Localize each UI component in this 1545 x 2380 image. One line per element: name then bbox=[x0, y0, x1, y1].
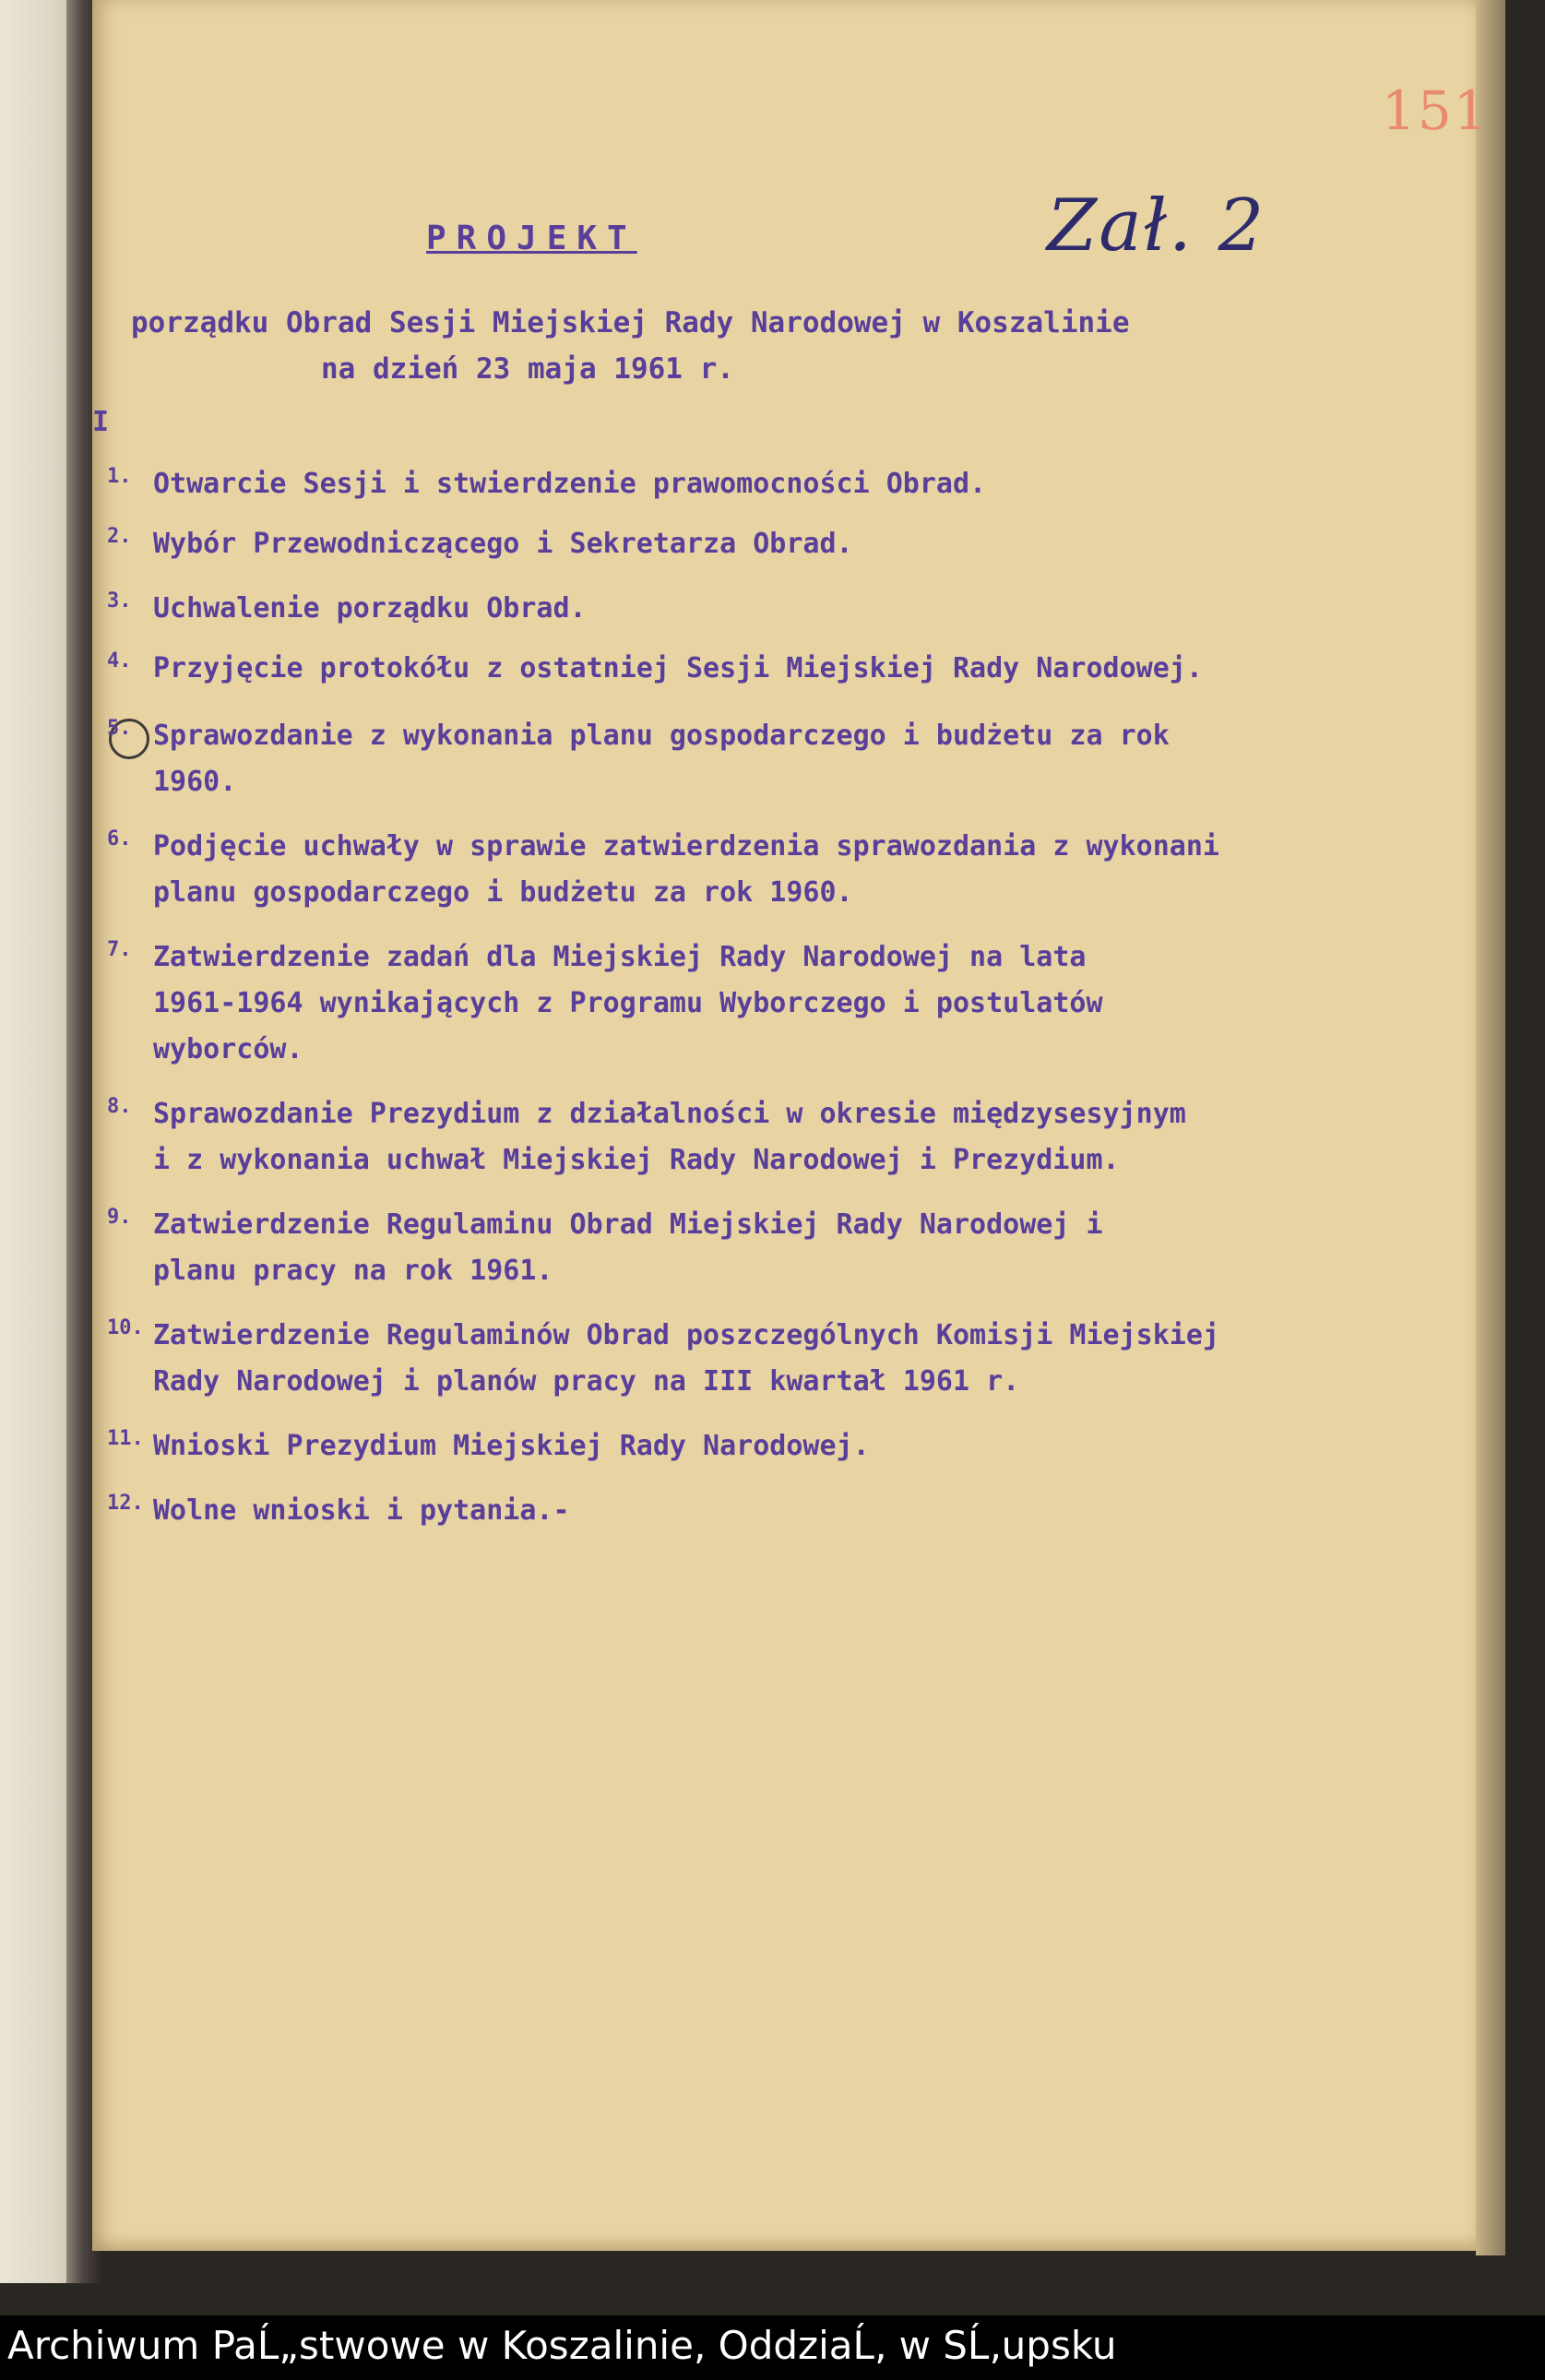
agenda-item-text: wyborców. bbox=[153, 1033, 303, 1065]
agenda-item bbox=[107, 713, 1398, 805]
agenda-item bbox=[107, 586, 1398, 632]
document-title: PROJEKT bbox=[426, 220, 637, 257]
agenda-item-text: Wnioski Prezydium Miejskiej Rady Narodowej. bbox=[153, 1430, 870, 1462]
agenda-item-text: Podjęcie uchwały w sprawie zatwierdzenia sprawozdania z wykonani bbox=[153, 830, 1219, 863]
agenda-item-text: Sprawozdanie Prezydium z działalności w okresie międzysesyjnym bbox=[153, 1098, 1186, 1130]
archive-footer-text: Archiwum PaĹ„stwowe w Koszalinie, OddziaĹ‚ w SĹ‚upsku bbox=[7, 2323, 1117, 2368]
agenda-item-text: i z wykonania uchwał Miejskiej Rady Narodowej i Prezydium. bbox=[153, 1144, 1120, 1176]
agenda-item-number: 12. bbox=[107, 1492, 144, 1515]
agenda-item-number: 6. bbox=[107, 827, 132, 851]
agenda-item-text: Sprawozdanie z wykonania planu gospodarczego i budżetu za rok bbox=[153, 720, 1170, 752]
agenda-item bbox=[107, 1091, 1398, 1184]
agenda-item-text: 1961-1964 wynikających z Programu Wyborczego i postulatów bbox=[153, 987, 1103, 1019]
agenda-item bbox=[107, 934, 1398, 1073]
agenda-item-text: Zatwierdzenie Regulaminów Obrad poszczególnych Komisji Miejskiej bbox=[153, 1319, 1219, 1351]
agenda-item bbox=[107, 1488, 1398, 1534]
agenda-item-text: Otwarcie Sesji i stwierdzenie prawomocności Obrad. bbox=[153, 468, 987, 500]
agenda-item-text: Rady Narodowej i planów pracy na III kwartał 1961 r. bbox=[153, 1365, 1020, 1398]
agenda-item-number: 9. bbox=[107, 1206, 132, 1229]
agenda-item-number: 8. bbox=[107, 1095, 132, 1118]
agenda-item-number: 1. bbox=[107, 465, 132, 488]
archive-footer-bar bbox=[0, 2315, 1545, 2380]
agenda-item-number: 5. bbox=[107, 717, 132, 740]
agenda-item-number: 11. bbox=[107, 1427, 144, 1450]
agenda-item-number: 3. bbox=[107, 589, 132, 613]
agenda-item bbox=[107, 461, 1398, 507]
agenda-item-text: Zatwierdzenie Regulaminu Obrad Miejskiej Rady Narodowej i bbox=[153, 1208, 1103, 1241]
agenda-item bbox=[107, 1313, 1398, 1405]
agenda-item bbox=[107, 824, 1398, 916]
agenda-item bbox=[107, 646, 1398, 692]
agenda-item-text: planu pracy na rok 1961. bbox=[153, 1255, 553, 1287]
page-edge-shadow bbox=[1476, 0, 1505, 2255]
agenda-item-text: Wybór Przewodniczącego i Sekretarza Obrad. bbox=[153, 528, 853, 560]
document-subtitle-line-2: na dzień 23 maja 1961 r. bbox=[321, 352, 734, 386]
agenda-item-number: 2. bbox=[107, 525, 132, 548]
agenda-item bbox=[107, 1202, 1398, 1294]
agenda-item-text: Uchwalenie porządku Obrad. bbox=[153, 592, 587, 625]
agenda-item-number: 4. bbox=[107, 649, 132, 672]
document-subtitle-line-1: porządku Obrad Sesji Miejskiej Rady Narodowej w Koszalinie bbox=[131, 306, 1130, 339]
agenda-item-text: Przyjęcie protokółu z ostatniej Sesji Miejskiej Rady Narodowej. bbox=[153, 652, 1203, 684]
folio-number: 151 bbox=[1382, 79, 1490, 142]
agenda-item-text: 1960. bbox=[153, 766, 237, 798]
agenda-item-text: Zatwierdzenie zadań dla Miejskiej Rady Narodowej na lata bbox=[153, 941, 1087, 973]
agenda-item-text: planu gospodarczego i budżetu za rok 1960. bbox=[153, 876, 853, 909]
agenda-item-number: 10. bbox=[107, 1316, 144, 1339]
agenda-item-text: Wolne wnioski i pytania.- bbox=[153, 1494, 570, 1527]
agenda-item bbox=[107, 1423, 1398, 1470]
agenda-item-number: 7. bbox=[107, 938, 132, 961]
agenda-item bbox=[107, 521, 1398, 567]
section-numeral: I bbox=[92, 406, 110, 438]
handwritten-attachment-label: Zał. 2 bbox=[1047, 184, 1266, 268]
